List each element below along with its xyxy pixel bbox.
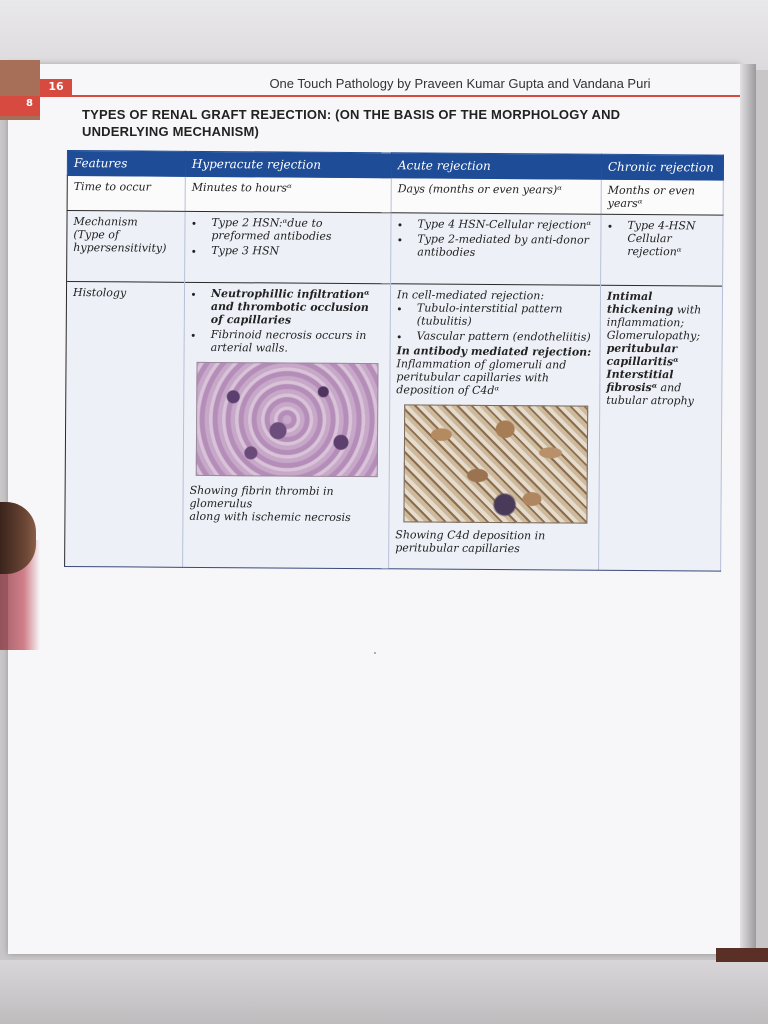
running-head: One Touch Pathology by Praveen Kumar Gupta and Vandana Puri bbox=[269, 76, 651, 91]
acute-caption bbox=[395, 528, 592, 555]
table-row-time bbox=[67, 176, 723, 216]
cell-chronic-histology bbox=[599, 285, 723, 571]
cell-hyperacute-histology bbox=[183, 282, 391, 568]
caption-line: Showing fibrin thrombi in bbox=[189, 483, 334, 498]
caption-line: glomerulus bbox=[189, 496, 253, 511]
header-acute: Acute rejection bbox=[391, 153, 601, 179]
section-title-line1: TYPES OF RENAL GRAFT REJECTION: (ON THE BASIS OF THE MORPHOLOGY AND bbox=[82, 107, 621, 122]
section-title-line2: UNDERLYING MECHANISM) bbox=[82, 124, 260, 139]
rejection-table bbox=[64, 150, 724, 572]
cell-feature-histology: Histology bbox=[65, 282, 185, 568]
cell-acute-mechanism bbox=[391, 213, 601, 285]
list-item: • Neutrophillic infiltrationᵅ and thrombotic occlusion of capillaries bbox=[205, 287, 384, 327]
page-speck bbox=[374, 652, 376, 654]
mechanism-label-line2: (Type of bbox=[73, 228, 120, 242]
table-row-histology bbox=[65, 282, 723, 572]
cell-acute-time: Days (months or even years)ᵅ bbox=[391, 178, 601, 214]
cell-hyperacute-time: Minutes to hoursᵅ bbox=[185, 176, 391, 212]
page-edge bbox=[740, 64, 756, 954]
tab-letter: 8 bbox=[26, 98, 33, 109]
cell-acute-histology bbox=[389, 284, 601, 570]
hyperacute-caption bbox=[189, 484, 382, 524]
header-hyperacute: Hyperacute rejection bbox=[185, 151, 391, 177]
list-item: • Type 4-HSN Cellular rejectionᵅ bbox=[621, 219, 716, 259]
cell-feature-mechanism bbox=[67, 211, 185, 283]
list-item: • Type 3 HSN bbox=[205, 244, 384, 258]
chronic-text: Glomerulopathy; bbox=[606, 328, 701, 343]
caption-line: peritubular capillaries bbox=[395, 541, 520, 556]
cell-chronic-mechanism bbox=[601, 214, 723, 286]
header-chronic: Chronic rejection bbox=[601, 154, 723, 180]
list-item: • Vascular pattern (endotheliitis) bbox=[411, 329, 594, 343]
page-number: 16 bbox=[40, 79, 72, 95]
mechanism-label-line3: hypersensitivity) bbox=[73, 241, 167, 255]
c4d-stain-micrograph bbox=[403, 404, 588, 523]
header-rule bbox=[40, 95, 740, 97]
chronic-text: peritubular capillaritisᵅ bbox=[606, 341, 679, 369]
cell-hyperacute-mechanism bbox=[185, 211, 391, 283]
list-item: • Tubulo-interstitial pattern (tubulitis) bbox=[411, 301, 594, 328]
chronic-text: with inflammation; bbox=[606, 303, 702, 330]
acute-antibody-text: Inflammation of glomeruli and peritubular capillaries with deposition of C4dᵅ bbox=[396, 357, 567, 398]
acute-cell-heading: In cell-mediated rejection: bbox=[396, 288, 545, 303]
background-top bbox=[0, 0, 768, 70]
list-item: • Type 2-mediated by anti-donor antibodies bbox=[411, 232, 594, 259]
section-title bbox=[82, 106, 682, 140]
cell-feature-time: Time to occur bbox=[67, 176, 185, 212]
glomerulus-micrograph bbox=[196, 362, 379, 477]
background-bottom bbox=[0, 960, 768, 1024]
caption-line: Showing C4d deposition in bbox=[395, 528, 546, 543]
list-item: • Type 4 HSN-Cellular rejectionᵅ bbox=[411, 217, 594, 231]
caption-line: along with ischemic necrosis bbox=[189, 509, 351, 524]
chronic-text: Interstitial fibrosisᵅ bbox=[606, 367, 674, 395]
chronic-text: and tubular atrophy bbox=[606, 381, 694, 408]
acute-antibody-heading: In antibody mediated rejection: bbox=[396, 344, 592, 359]
list-item: • Fibrinoid necrosis occurs in arterial walls. bbox=[205, 328, 384, 355]
table-row-mechanism bbox=[67, 211, 723, 287]
book-cover-edge bbox=[716, 948, 768, 962]
chronic-text: Intimal thickening bbox=[606, 289, 674, 317]
list-item: • Type 2 HSN:ᵅdue to preformed antibodies bbox=[205, 216, 384, 243]
header-features: Features bbox=[67, 151, 185, 177]
mechanism-label-line1: Mechanism bbox=[73, 215, 138, 229]
corner-tab-red bbox=[0, 96, 40, 116]
cell-chronic-time: Months or even yearsᵅ bbox=[601, 179, 723, 215]
